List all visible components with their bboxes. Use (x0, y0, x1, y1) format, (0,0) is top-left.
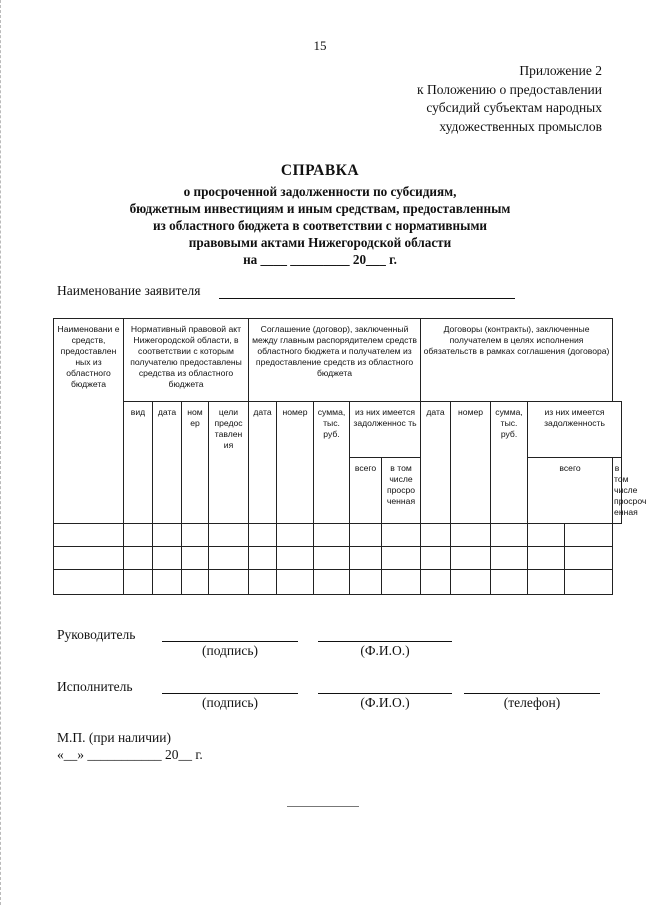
table-cell[interactable] (421, 547, 451, 570)
col-header-overdue: в том числе просроч енная (613, 458, 622, 524)
col-group-normative-act: Нормативный правовой акт Нижегородской области, в соответствии с которым получателю предоставлены средства из областного бюджета (124, 319, 249, 402)
table-row (54, 570, 622, 595)
table-cell[interactable] (314, 524, 350, 547)
table-cell[interactable] (124, 524, 153, 547)
col-header-debt: из них имеется задолженность (528, 402, 622, 458)
col-header-overdue: в том числе просро ченная (382, 458, 421, 524)
head-name-field[interactable] (318, 641, 452, 642)
appendix-reference (417, 62, 602, 136)
table-cell[interactable] (277, 547, 314, 570)
table-cell[interactable] (153, 570, 182, 595)
signature-caption: (подпись) (201, 695, 259, 710)
col-header-purpose: цели предос тавлен ия (209, 402, 249, 524)
executor-name-field[interactable] (318, 693, 452, 694)
date-line: «__» ___________ 20__ г. (57, 747, 203, 762)
table-cell[interactable] (277, 570, 314, 595)
table-cell[interactable] (209, 547, 249, 570)
debt-table (53, 318, 646, 595)
stamp-label: М.П. (при наличии) (57, 730, 171, 745)
title-date-line: на ____ _________ 20___ г. (243, 252, 397, 267)
table-row (54, 547, 622, 570)
table-cell[interactable] (350, 547, 382, 570)
col-header-total: всего (350, 458, 382, 524)
col-group-agreement: Соглашение (договор), заключенный между главным распорядителем средств областного бюджета и получателем из предоставление средств из областного бюджета (249, 319, 421, 402)
appendix-line: к Положению о предоставлении (417, 81, 602, 97)
table-cell[interactable] (209, 570, 249, 595)
table-cell[interactable] (528, 570, 565, 595)
table-cell[interactable] (182, 570, 209, 595)
page-number: 15 (313, 38, 327, 53)
table-cell[interactable] (528, 547, 565, 570)
table-cell[interactable] (491, 547, 528, 570)
table-cell[interactable] (350, 524, 382, 547)
table-cell[interactable] (314, 547, 350, 570)
col-header-date: дата (249, 402, 277, 524)
table-cell[interactable] (350, 570, 382, 595)
page-edge (0, 0, 3, 905)
title-line: из областного бюджета в соответствии с нормативными (152, 218, 488, 233)
appendix-line: художественных промыслов (439, 118, 602, 134)
table-cell[interactable] (249, 524, 277, 547)
col-header-total: всего (528, 458, 613, 524)
col-header-amount: сумма, тыс. руб. (314, 402, 350, 524)
col-header-number: номер (277, 402, 314, 524)
table-cell[interactable] (528, 524, 565, 547)
table-cell[interactable] (565, 547, 613, 570)
col-header-date: дата (153, 402, 182, 524)
title-line: о просроченной задолженности по субсидиям, (183, 184, 457, 199)
phone-caption: (телефон) (503, 695, 561, 710)
table-cell[interactable] (314, 570, 350, 595)
table-row (54, 524, 622, 547)
table-cell[interactable] (153, 547, 182, 570)
table-cell[interactable] (124, 547, 153, 570)
table-cell[interactable] (382, 524, 421, 547)
col-group-contracts: Договоры (контракты), заключенные получателем в целях исполнения обязательств в рамках соглашения (договора) (421, 319, 613, 402)
table-cell[interactable] (491, 524, 528, 547)
col-header-amount: сумма, тыс. руб. (491, 402, 528, 524)
table-cell[interactable] (54, 547, 124, 570)
name-caption: (Ф.И.О.) (360, 643, 410, 658)
appendix-line: субсидий субъектам народных (426, 100, 602, 115)
table-cell[interactable] (153, 524, 182, 547)
table-cell[interactable] (277, 524, 314, 547)
title-main: СПРАВКА (280, 162, 360, 179)
table-cell[interactable] (491, 570, 528, 595)
table-cell[interactable] (451, 547, 491, 570)
executor-label: Исполнитель (57, 679, 133, 694)
table-cell[interactable] (182, 547, 209, 570)
name-caption: (Ф.И.О.) (360, 695, 410, 710)
executor-phone-field[interactable] (464, 693, 600, 694)
col-header-number: номер (451, 402, 491, 524)
table-cell[interactable] (54, 570, 124, 595)
table-cell[interactable] (249, 570, 277, 595)
table-cell[interactable] (182, 524, 209, 547)
applicant-name-field[interactable] (219, 298, 515, 299)
col-header-debt: из них имеется задолженнос ть (350, 402, 421, 458)
table-cell[interactable] (209, 524, 249, 547)
appendix-line: Приложение 2 (519, 63, 602, 78)
table-cell[interactable] (54, 524, 124, 547)
col-header-number: ном ер (182, 402, 209, 524)
table-cell[interactable] (382, 570, 421, 595)
applicant-label: Наименование заявителя (57, 283, 201, 298)
table-cell[interactable] (249, 547, 277, 570)
col-header-date: дата (421, 402, 451, 524)
head-signature-field[interactable] (162, 641, 298, 642)
col-header-type: вид (124, 402, 153, 524)
table-cell[interactable] (382, 547, 421, 570)
title-line: правовыми актами Нижегородской области (188, 235, 452, 250)
table-cell[interactable] (421, 570, 451, 595)
table-cell[interactable] (124, 570, 153, 595)
table-cell[interactable] (451, 524, 491, 547)
document-title (0, 162, 640, 268)
table-cell[interactable] (421, 524, 451, 547)
executor-signature-field[interactable] (162, 693, 298, 694)
col-header-funds: Наименовани е средств, предоставлен ных из областного бюджета (54, 319, 124, 524)
signature-caption: (подпись) (201, 643, 259, 658)
table-cell[interactable] (451, 570, 491, 595)
title-line: бюджетным инвестициям и иным средствам, предоставленным (129, 201, 511, 216)
table-cell[interactable] (565, 570, 613, 595)
table-cell[interactable] (565, 524, 613, 547)
head-label: Руководитель (57, 627, 136, 642)
footer-divider (287, 806, 359, 807)
